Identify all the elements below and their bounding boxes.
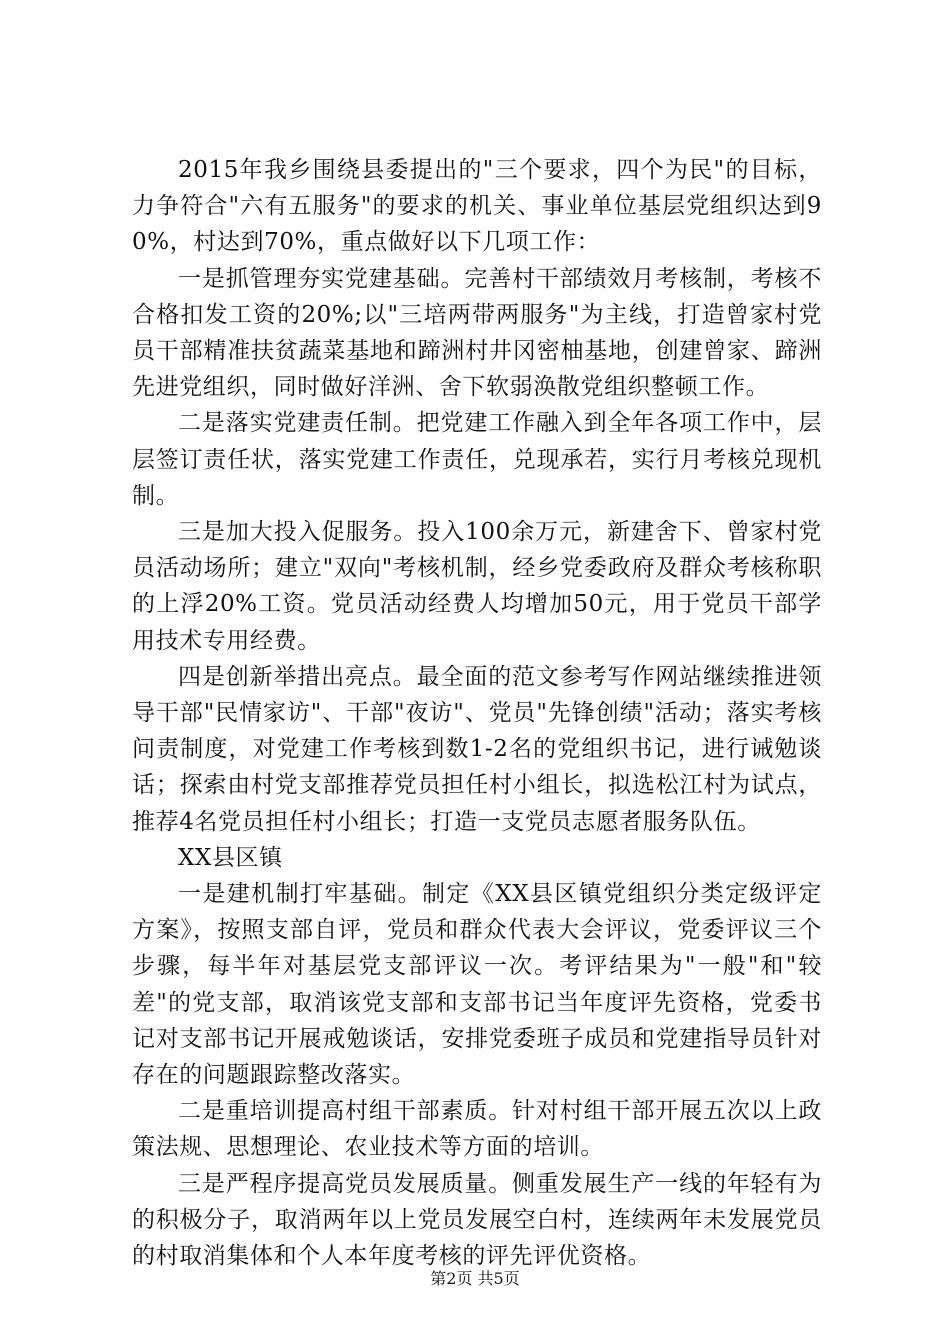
paragraph-item-4: 四是创新举措出亮点。最全面的范文参考写作网站继续推进领导干部"民情家访"、干部"夜访"、党员"先锋创绩"活动；落实考核问责制度，对党建工作考核到数1-2名的党组织书记，进行诫勉谈话；探索由村党支部推荐党员担任村小组长，拟选松江村为试点，推荐4名党员担任村小组长；打造一支党员志愿者服务队伍。 xyxy=(132,663,822,835)
page-number-footer: 第2页 共5页 xyxy=(430,1269,520,1288)
document-body xyxy=(132,152,822,1274)
section-heading: XX县区镇 xyxy=(178,844,283,871)
paragraph-item-3: 三是加大投入促服务。投入100余万元，新建舍下、曾家村党员活动场所；建立"双向"考核机制，经乡党委政府及群众考核称职的上浮20%工资。党员活动经费人均增加50元，用于党员干部学用技术专用经费。 xyxy=(132,519,822,654)
paragraph-item-1: 一是抓管理夯实党建基础。完善村干部绩效月考核制，考核不合格扣发工资的20%;以"三培两带两服务"为主线，打造曾家村党员干部精准扶贫蔬菜基地和蹄洲村井冈密柚基地，创建曾家、蹄洲先进党组织，同时做好洋洲、舍下软弱涣散党组织整顿工作。 xyxy=(132,265,822,401)
paragraph-section-item-2: 二是重培训提高村组干部素质。针对村组干部开展五次以上政策法规、思想理论、农业技术等方面的培训。 xyxy=(132,1098,822,1161)
paragraph-item-2: 二是落实党建责任制。把党建工作融入到全年各项工作中，层层签订责任状，落实党建工作责任，兑现承若，实行月考核兑现机制。 xyxy=(132,410,822,509)
paragraph-section-item-3: 三是严程序提高党员发展质量。侧重发展生产一线的年轻有为的积极分子，取消两年以上党员发展空白村，连续两年未发展党员的村取消集体和个人本年度考核的评先评优资格。 xyxy=(132,1170,822,1270)
paragraph-intro: 2015年我乡围绕县委提出的"三个要求，四个为民"的目标，力争符合"六有五服务"的要求的机关、事业单位基层党组织达到90%，村达到70%，重点做好以下几项工作： xyxy=(132,157,822,256)
paragraph-section-item-1: 一是建机制打牢基础。制定《XX县区镇党组织分类定级评定方案》，按照支部自评，党员和群众代表大会评议，党委评议三个步骤，每半年对基层党支部评议一次。考评结果为"一般"和"较差"的党支部，取消该党支部和支部书记当年度评先资格，党委书记对支部书记开展戒勉谈话，安排党委班子成员和党建指导员针对存在的问题跟踪整改落实。 xyxy=(132,881,822,1089)
